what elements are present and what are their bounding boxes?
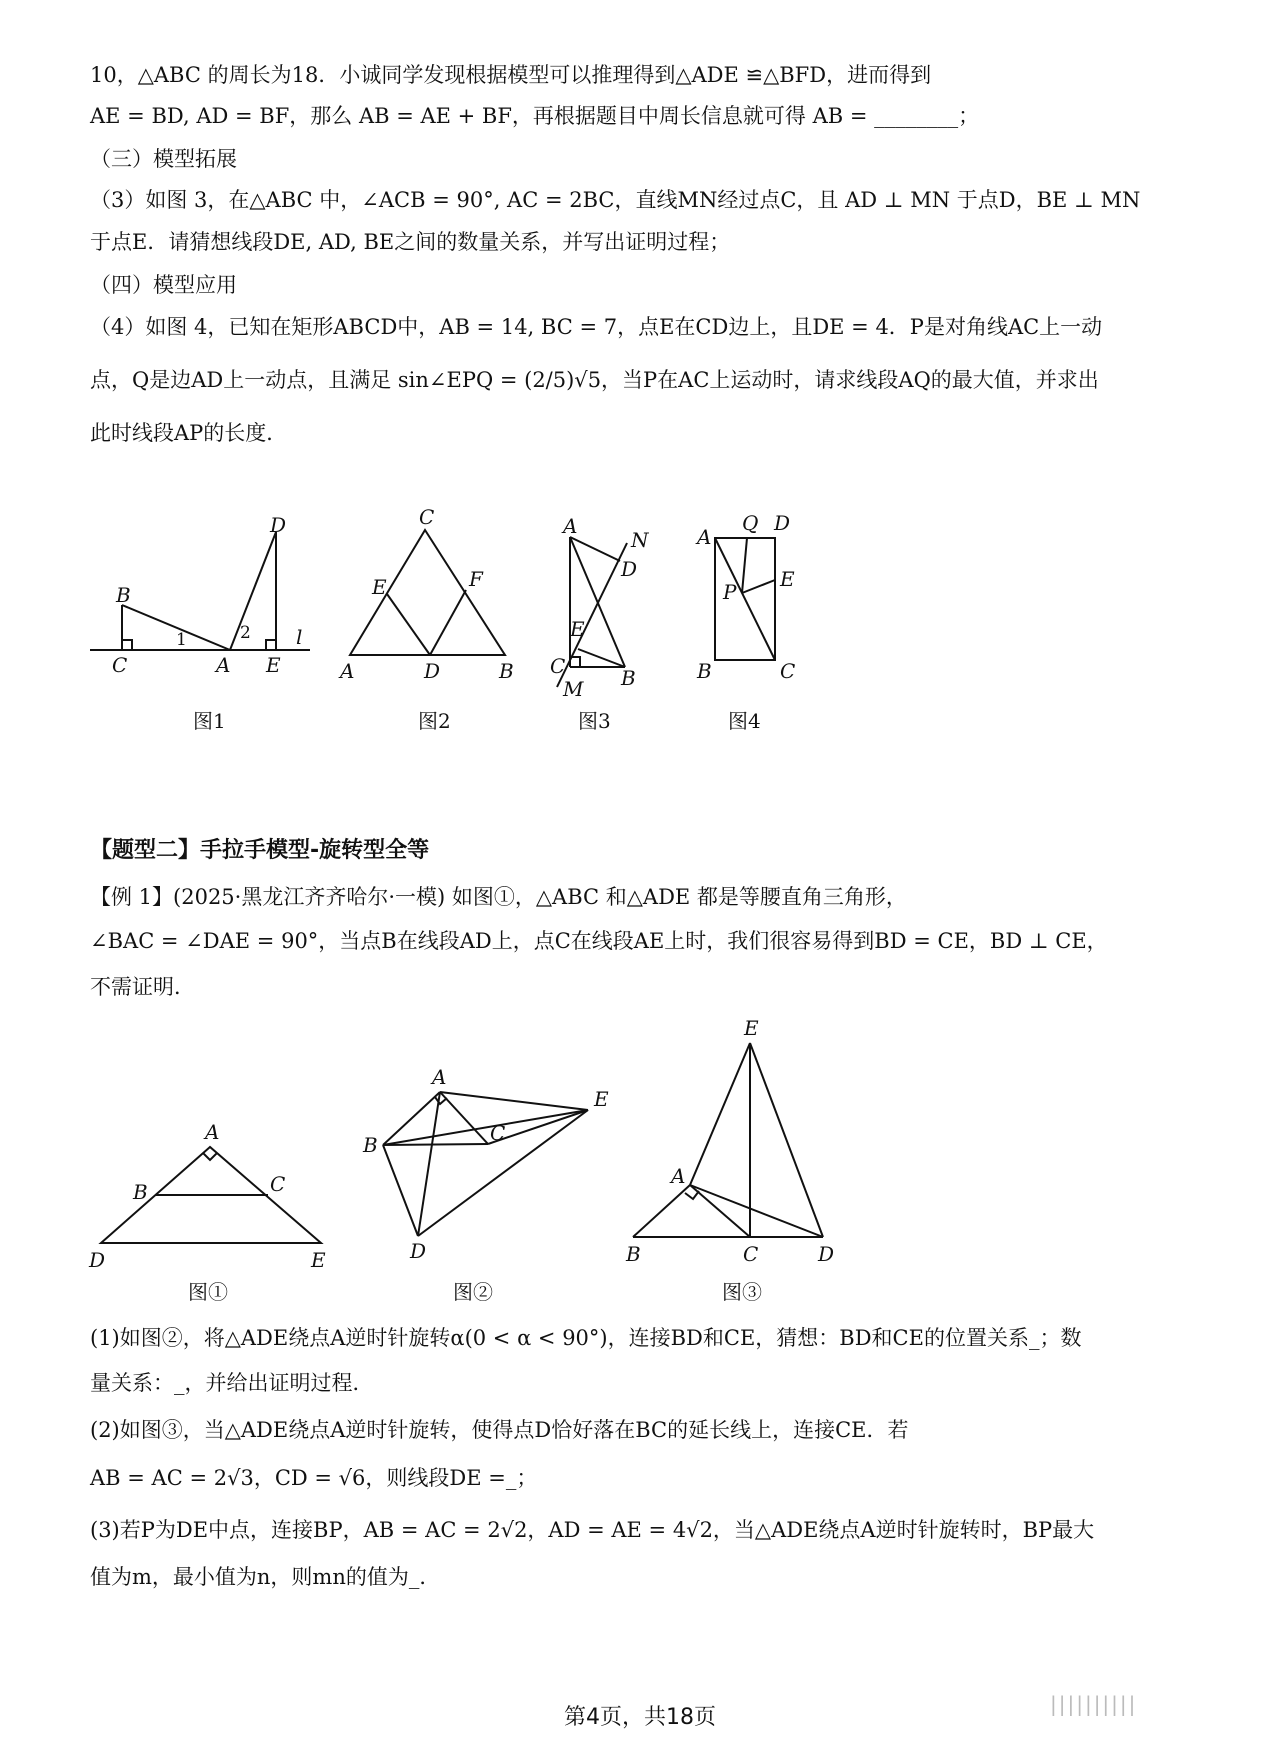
section-heading: 【题型二】手拉手模型-旋转型全等 xyxy=(90,838,430,863)
text-line: 【例 1】(2025·黑龙江齐齐哈尔·一模) 如图①，△ABC 和△ADE 都是等腰直角三角形， xyxy=(90,885,907,909)
label-P: P xyxy=(723,580,737,604)
caption-fig1: 图1 xyxy=(193,709,226,733)
subheading: （四）模型应用 xyxy=(90,273,237,297)
label-E: E xyxy=(372,575,387,599)
text-line: AE = BD, AD = BF，那么 AB = AE + BF，再根据题目中周长信息就可得 AB = ________； xyxy=(90,104,980,128)
label-B: B xyxy=(626,1242,641,1266)
text-line: 于点E．请猜想线段DE, AD, BE之间的数量关系，并写出证明过程； xyxy=(90,230,731,254)
label-B: B xyxy=(116,583,131,607)
label-A: A xyxy=(340,659,355,683)
figure-3 xyxy=(545,514,655,701)
figure-2 xyxy=(335,505,525,690)
question-line: 值为m，最小值为n，则mn的值为_． xyxy=(90,1565,441,1589)
label-A: A xyxy=(697,525,712,549)
text-line: 此时线段AP的长度． xyxy=(90,421,288,445)
figure-circle-2 xyxy=(358,1060,608,1275)
label-C: C xyxy=(550,654,566,678)
label-D: D xyxy=(89,1248,106,1272)
label-C: C xyxy=(780,659,796,683)
label-B: B xyxy=(133,1180,148,1204)
label-A: A xyxy=(563,514,578,538)
label-M: M xyxy=(563,677,584,701)
label-l: l xyxy=(296,625,303,649)
caption-fig4: 图4 xyxy=(728,709,761,733)
label-C: C xyxy=(419,505,435,529)
label-E: E xyxy=(744,1016,759,1040)
label-C: C xyxy=(112,653,128,677)
label-N: N xyxy=(631,528,649,552)
angle-1-label: 1 xyxy=(176,630,187,650)
label-D: D xyxy=(410,1239,427,1263)
label-B: B xyxy=(499,659,514,683)
figure-1 xyxy=(80,513,320,685)
text-line: 不需证明． xyxy=(90,975,195,999)
caption-fig3: 图3 xyxy=(578,709,611,733)
figure-circle-3 xyxy=(615,1015,855,1277)
label-D: D xyxy=(818,1242,835,1266)
question-line: 量关系：_，并给出证明过程． xyxy=(90,1371,374,1395)
subheading: （三）模型拓展 xyxy=(90,147,237,171)
question-line: (2)如图③，当△ADE绕点A逆时针旋转，使得点D恰好落在BC的延长线上，连接CE．若 xyxy=(90,1418,909,1442)
label-C: C xyxy=(490,1121,506,1145)
label-B: B xyxy=(363,1133,378,1157)
label-A: A xyxy=(205,1120,220,1144)
label-E: E xyxy=(594,1087,609,1111)
label-D: D xyxy=(270,513,287,537)
figure-circle-1 xyxy=(85,1095,340,1285)
label-D: D xyxy=(621,557,638,581)
caption-circle-3: 图③ xyxy=(722,1280,762,1304)
watermark: |||||||||| xyxy=(1050,1692,1138,1716)
page-footer: 第4页，共18页 xyxy=(564,1705,716,1730)
label-F: F xyxy=(469,567,483,591)
label-E: E xyxy=(311,1248,326,1272)
label-B: B xyxy=(621,666,636,690)
figure-4 xyxy=(690,510,810,690)
label-A: A xyxy=(432,1065,447,1089)
caption-circle-2: 图② xyxy=(453,1280,493,1304)
label-E: E xyxy=(266,653,281,677)
text-line: （4）如图 4，已知在矩形ABCD中，AB = 14, BC = 7，点E在CD边上，且DE = 4．P是对角线AC上一动 xyxy=(90,315,1103,339)
label-B: B xyxy=(697,659,712,683)
label-C: C xyxy=(743,1242,759,1266)
text-line: 点，Q是边AD上一动点，且满足 sin∠EPQ = (2/5)√5，当P在AC上运动时，请求线段AQ的最大值，并求出 xyxy=(90,368,1099,392)
question-line: (3)若P为DE中点，连接BP，AB = AC = 2√2，AD = AE = 4√2，当△ADE绕点A逆时针旋转时，BP最大 xyxy=(90,1518,1095,1542)
label-D: D xyxy=(774,511,791,535)
label-C: C xyxy=(270,1172,286,1196)
label-A: A xyxy=(216,653,231,677)
caption-fig2: 图2 xyxy=(418,709,451,733)
text-line: ∠BAC = ∠DAE = 90°，当点B在线段AD上，点C在线段AE上时，我们很容易得到BD = CE，BD ⊥ CE， xyxy=(90,929,1108,953)
label-D: D xyxy=(424,659,441,683)
label-E: E xyxy=(570,617,585,641)
text-line: （3）如图 3，在△ABC 中，∠ACB = 90°, AC = 2BC，直线MN经过点C，且 AD ⊥ MN 于点D，BE ⊥ MN xyxy=(90,188,1141,212)
text-line: 10，△ABC 的周长为18．小诚同学发现根据模型可以推理得到△ADE ≌△BFD，进而得到 xyxy=(90,63,932,87)
label-E: E xyxy=(780,567,795,591)
caption-circle-1: 图① xyxy=(188,1280,228,1304)
label-Q: Q xyxy=(742,511,759,535)
question-line: (1)如图②，将△ADE绕点A逆时针旋转α(0 < α < 90°)，连接BD和CE，猜想：BD和CE的位置关系_；数 xyxy=(90,1326,1082,1350)
angle-2-label: 2 xyxy=(240,623,251,643)
question-line: AB = AC = 2√3，CD = √6，则线段DE =_； xyxy=(90,1466,538,1490)
label-A: A xyxy=(671,1164,686,1188)
